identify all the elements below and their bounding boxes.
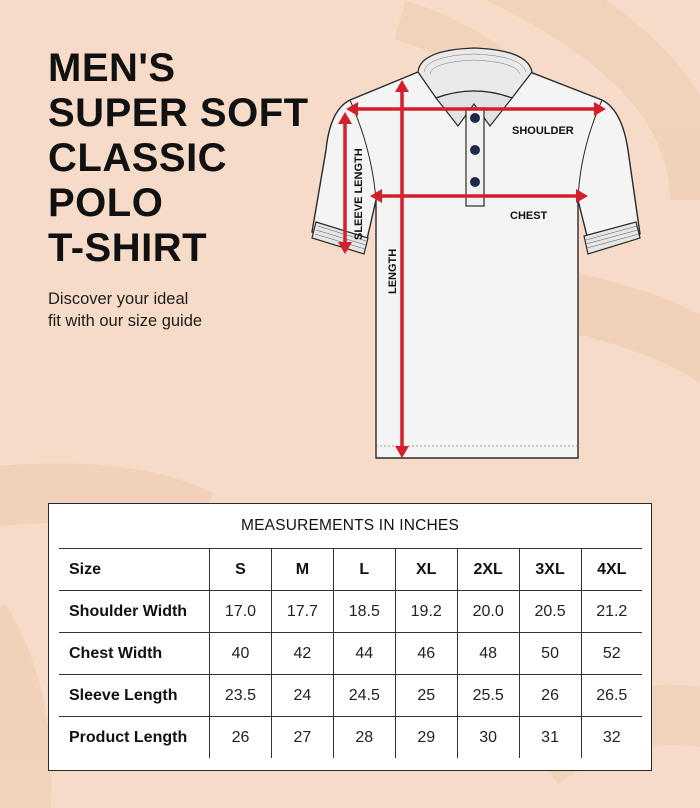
table-cell: 24 [271,675,333,717]
page-title [48,46,309,271]
table-cell: 42 [271,633,333,675]
sleeve-length-label: SLEEVE LENGTH [353,148,365,240]
table-cell: 20.0 [457,591,519,633]
header-size: 2XL [457,549,519,591]
size-chart-card [48,503,652,771]
shirt-button [470,113,480,123]
header-size: S [210,549,272,591]
table-row [59,633,642,675]
table-header-row [59,549,642,591]
header-size: M [271,549,333,591]
table-cell: 50 [519,633,581,675]
table-cell: 28 [333,717,395,759]
table-cell: 26 [519,675,581,717]
chest-label: CHEST [510,210,548,222]
table-cell: 18.5 [333,591,395,633]
table-cell: 26.5 [581,675,642,717]
row-label: Product Length [59,717,210,759]
table-cell: 48 [457,633,519,675]
table-row [59,591,642,633]
table-cell: 27 [271,717,333,759]
table-cell: 30 [457,717,519,759]
table-cell: 44 [333,633,395,675]
table-cell: 21.2 [581,591,642,633]
page-subtitle [48,288,268,332]
size-chart-table [59,548,642,758]
table-caption: MEASUREMENTS IN INCHES [241,517,459,534]
table-cell: 24.5 [333,675,395,717]
header-size: 4XL [581,549,642,591]
table-cell: 25 [395,675,457,717]
table-cell: 20.5 [519,591,581,633]
header-size: XL [395,549,457,591]
row-label: Sleeve Length [59,675,210,717]
table-cell: 25.5 [457,675,519,717]
header-size: L [333,549,395,591]
length-label: LENGTH [387,248,399,294]
title-line: T-SHIRT [48,226,208,270]
table-cell: 46 [395,633,457,675]
title-line: SUPER SOFT [48,91,309,135]
subtitle-line: fit with our size guide [48,312,203,330]
title-line: POLO [48,181,164,225]
subtitle-line: Discover your ideal [48,290,189,308]
header-size-label: Size [59,549,210,591]
row-label: Chest Width [59,633,210,675]
table-cell: 32 [581,717,642,759]
table-row [59,675,642,717]
shirt-button [470,145,480,155]
title-line: MEN'S [48,46,176,90]
table-cell: 17.7 [271,591,333,633]
table-cell: 23.5 [210,675,272,717]
table-cell: 17.0 [210,591,272,633]
shirt-button [470,177,480,187]
title-line: CLASSIC [48,136,228,180]
table-cell: 26 [210,717,272,759]
table-cell: 52 [581,633,642,675]
table-cell: 19.2 [395,591,457,633]
table-cell: 29 [395,717,457,759]
table-cell: 40 [210,633,272,675]
shoulder-label: SHOULDER [512,125,574,137]
table-cell: 31 [519,717,581,759]
polo-shirt-diagram [300,40,660,470]
row-label: Shoulder Width [59,591,210,633]
table-row [59,717,642,759]
header-size: 3XL [519,549,581,591]
